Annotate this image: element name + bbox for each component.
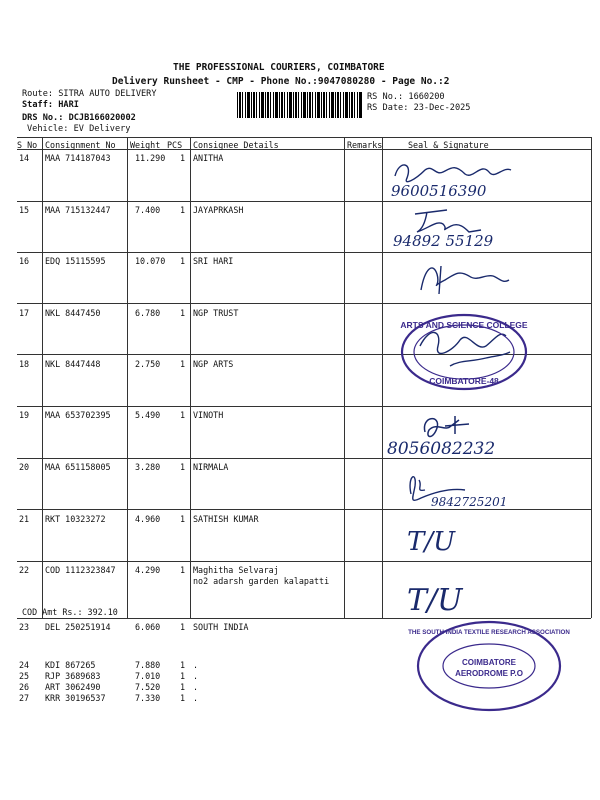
row-consignee: . bbox=[193, 671, 199, 681]
row-pcs: 1 bbox=[180, 359, 186, 369]
row-consignment: KDI 867265 bbox=[45, 660, 96, 670]
row-sno: 24 bbox=[19, 660, 30, 670]
row-weight: 6.060 bbox=[135, 622, 161, 632]
row-weight: 10.070 bbox=[135, 256, 166, 266]
signature-row15 bbox=[385, 202, 585, 254]
row-consignment: MAA 715132447 bbox=[45, 205, 111, 215]
row-weight: 6.780 bbox=[135, 308, 161, 318]
row-sno: 17 bbox=[19, 308, 30, 318]
company-title: THE PROFESSIONAL COURIERS, COIMBATORE bbox=[173, 62, 385, 73]
signature-phone-row20: 9842725201 bbox=[431, 495, 508, 509]
row-pcs: 1 bbox=[180, 153, 186, 163]
row-consignee: NGP ARTS bbox=[193, 359, 234, 369]
row-pcs: 1 bbox=[180, 622, 186, 632]
row-weight: 7.010 bbox=[135, 671, 161, 681]
signature-row16 bbox=[385, 254, 585, 306]
row-weight: 7.520 bbox=[135, 682, 161, 692]
row-consignee: VINOTH bbox=[193, 410, 224, 420]
row-weight: 2.750 bbox=[135, 359, 161, 369]
sitra-stamp-center1: COIMBATORE bbox=[462, 658, 516, 667]
row-sno: 25 bbox=[19, 671, 30, 681]
row-pcs: 1 bbox=[180, 660, 186, 670]
svg-text:T/U: T/U bbox=[407, 527, 456, 557]
row-consignee: Maghitha Selvaraj bbox=[193, 565, 279, 575]
row-consignment: NKL 8447450 bbox=[45, 308, 101, 318]
row-consignee: . bbox=[193, 682, 199, 692]
sitra-stamp bbox=[408, 620, 570, 716]
row-sno: 20 bbox=[19, 462, 30, 472]
row-consignee: ANITHA bbox=[193, 153, 224, 163]
row-consignee: . bbox=[193, 660, 199, 670]
row-pcs: 1 bbox=[180, 410, 186, 420]
row-consignment: EDQ 15115595 bbox=[45, 256, 106, 266]
row-consignment: MAA 651158005 bbox=[45, 462, 111, 472]
row-sno: 21 bbox=[19, 514, 30, 524]
rs-number: RS No.: 1660200 bbox=[367, 92, 445, 102]
row-consignment: RKT 10323272 bbox=[45, 514, 106, 524]
row-pcs: 1 bbox=[180, 565, 186, 575]
row-pcs: 1 bbox=[180, 308, 186, 318]
row-pcs: 1 bbox=[180, 462, 186, 472]
barcode-image bbox=[237, 92, 363, 118]
row-pcs: 1 bbox=[180, 682, 186, 692]
row-sno: 18 bbox=[19, 359, 30, 369]
row-weight: 4.290 bbox=[135, 565, 161, 575]
row-consignment: DEL 250251914 bbox=[45, 622, 111, 632]
row-consignment: MAA 714187043 bbox=[45, 153, 111, 163]
col-header-weight: Weight bbox=[130, 140, 161, 150]
row-consignee: JAYAPRKASH bbox=[193, 205, 244, 215]
row-sno: 19 bbox=[19, 410, 30, 420]
sitra-stamp-ring: THE SOUTH INDIA TEXTILE RESEARCH ASSOCIATION bbox=[408, 629, 570, 636]
college-stamp-top: ARTS AND SCIENCE COLLEGE bbox=[400, 320, 528, 330]
row-consignee-address: no2 adarsh garden kalapatti bbox=[193, 576, 330, 586]
signature-phone-row15: 94892 55129 bbox=[393, 232, 494, 250]
row-pcs: 1 bbox=[180, 671, 186, 681]
row-consignee: NGP TRUST bbox=[193, 308, 239, 318]
sitra-stamp-center2: AERODROME P.O bbox=[455, 669, 523, 678]
row-pcs: 1 bbox=[180, 514, 186, 524]
row-consignment: MAA 653702395 bbox=[45, 410, 111, 420]
row-consignment: KRR 30196537 bbox=[45, 693, 106, 703]
signature-row19 bbox=[385, 410, 585, 462]
college-stamp bbox=[400, 312, 530, 396]
row-sno: 26 bbox=[19, 682, 30, 692]
col-header-consignee: Consignee Details bbox=[193, 140, 279, 150]
row-pcs: 1 bbox=[180, 205, 186, 215]
rs-date: RS Date: 23-Dec-2025 bbox=[367, 103, 471, 113]
row-sno: 14 bbox=[19, 153, 30, 163]
row-pcs: 1 bbox=[180, 256, 186, 266]
route-label: Route: SITRA AUTO DELIVERY bbox=[22, 89, 157, 99]
row-sno: 23 bbox=[19, 622, 30, 632]
svg-text:T/U: T/U bbox=[407, 583, 463, 618]
row-consignment: RJP 3689683 bbox=[45, 671, 101, 681]
row-weight: 7.880 bbox=[135, 660, 161, 670]
signature-row20 bbox=[395, 464, 575, 514]
row-weight: 11.290 bbox=[135, 153, 166, 163]
col-header-pcs: PCS bbox=[167, 140, 183, 150]
col-header-consignment: Consignment No bbox=[45, 140, 116, 150]
row-weight: 3.280 bbox=[135, 462, 161, 472]
row-weight: 7.330 bbox=[135, 693, 161, 703]
cod-amount: COD Amt Rs.: 392.10 bbox=[22, 607, 118, 617]
row-consignee: NIRMALA bbox=[193, 462, 229, 472]
col-header-seal: Seal & Signature bbox=[408, 140, 489, 150]
runsheet-subtitle: Delivery Runsheet - CMP - Phone No.:9047080280 - Page No.:2 bbox=[112, 76, 450, 87]
college-stamp-bottom: COIMBATORE-48 bbox=[429, 376, 499, 386]
signature-phone-row14: 9600516390 bbox=[391, 182, 487, 200]
row-consignment: ART 3062490 bbox=[45, 682, 101, 692]
row-sno: 22 bbox=[19, 565, 30, 575]
staff-label: Staff: HARI bbox=[22, 100, 79, 110]
row-consignment: NKL 8447448 bbox=[45, 359, 101, 369]
row-sno: 16 bbox=[19, 256, 30, 266]
row-consignee: . bbox=[193, 693, 199, 703]
row-consignee: SRI HARI bbox=[193, 256, 234, 266]
tu-mark-row22 bbox=[405, 574, 485, 622]
row-pcs: 1 bbox=[180, 693, 186, 703]
col-header-sno: S No bbox=[17, 140, 38, 150]
signature-row14 bbox=[385, 150, 585, 206]
signature-phone-row19: 8056082232 bbox=[387, 439, 496, 459]
drs-number: DRS No.: DCJB166020002 bbox=[22, 113, 136, 123]
row-weight: 4.960 bbox=[135, 514, 161, 524]
row-sno: 15 bbox=[19, 205, 30, 215]
tu-mark-row21 bbox=[405, 520, 485, 562]
vehicle-label: Vehicle: EV Delivery bbox=[27, 124, 131, 134]
row-consignment: COD 1112323847 bbox=[45, 565, 116, 575]
row-consignee: SOUTH INDIA bbox=[193, 622, 249, 632]
row-sno: 27 bbox=[19, 693, 30, 703]
row-weight: 5.490 bbox=[135, 410, 161, 420]
row-consignee: SATHISH KUMAR bbox=[193, 514, 259, 524]
row-weight: 7.400 bbox=[135, 205, 161, 215]
col-header-remarks: Remarks bbox=[347, 140, 383, 150]
